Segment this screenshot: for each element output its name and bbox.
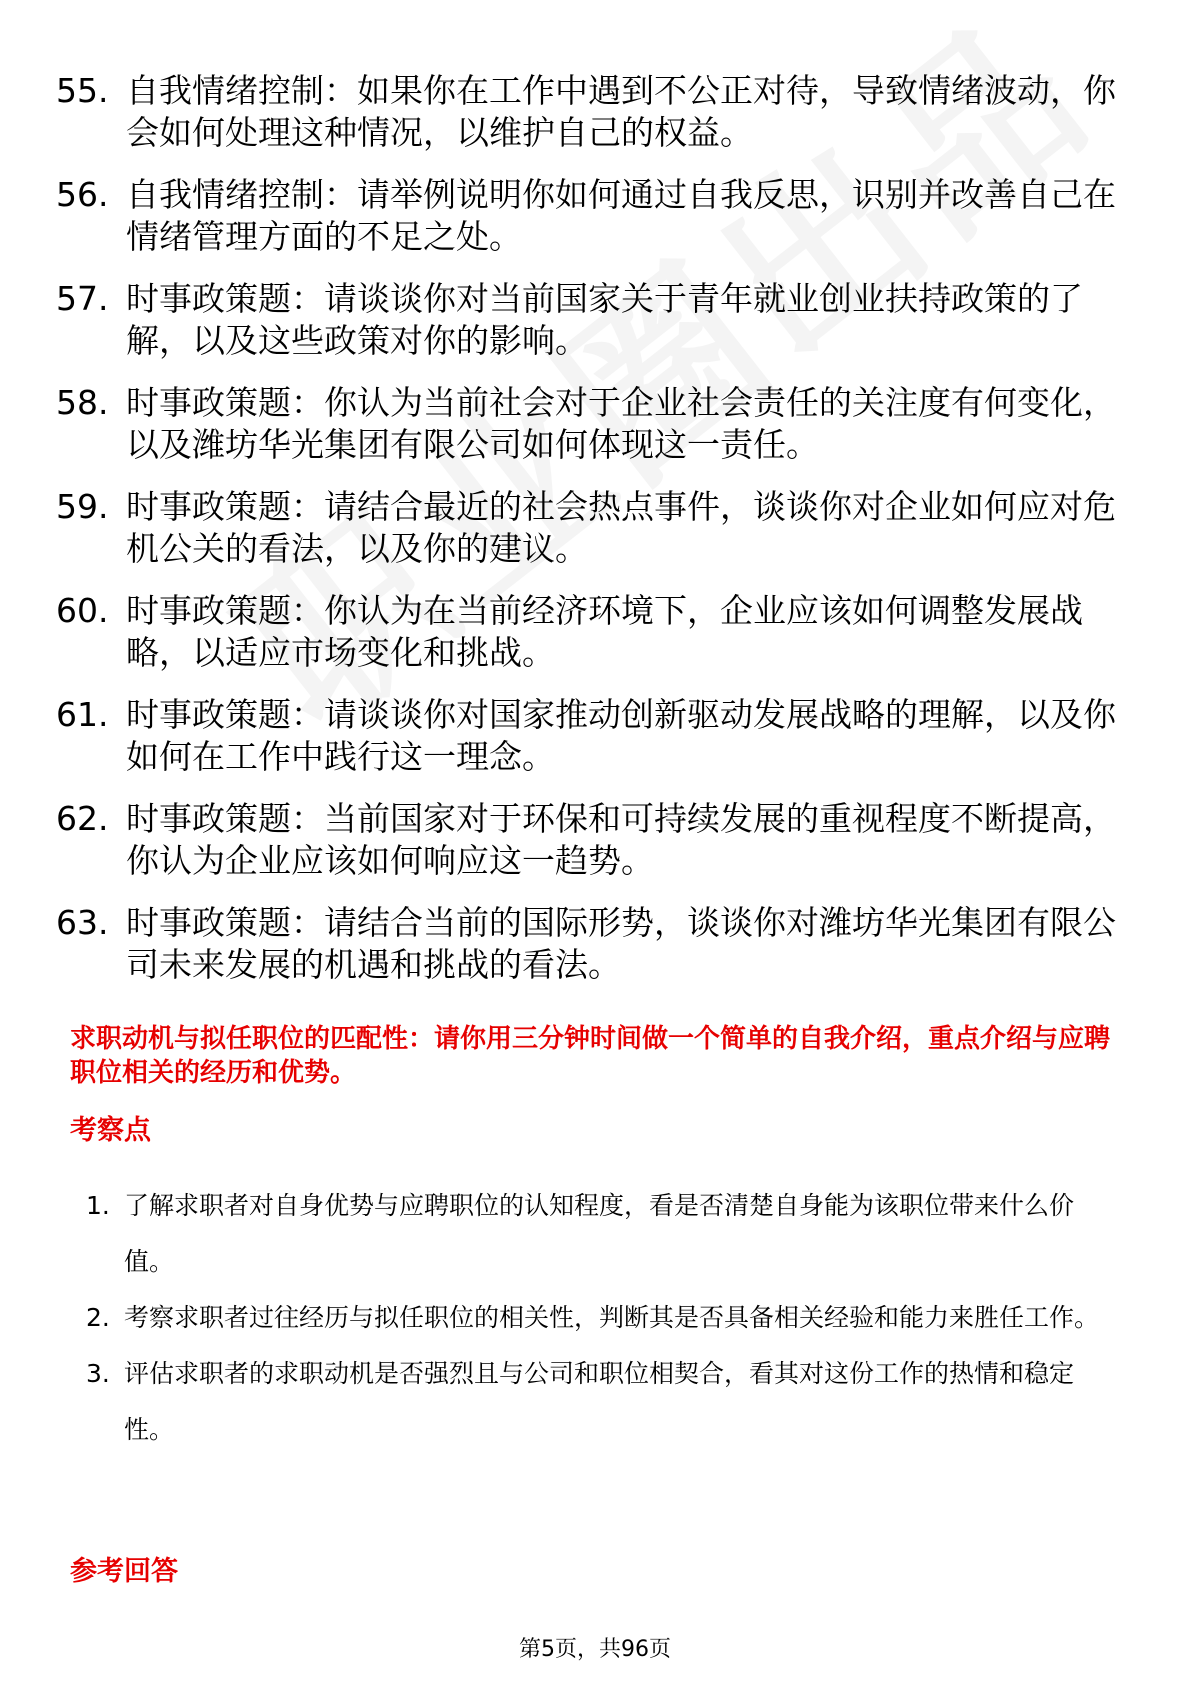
point-number: 2. (86, 1303, 110, 1332)
list-item (56, 798, 1116, 882)
list-item (56, 486, 1116, 570)
question-text: 自我情绪控制：请举例说明你如何通过自我反思，识别并改善自己在情绪管理方面的不足之处。 (126, 175, 1116, 256)
list-item (56, 694, 1116, 778)
list-item (86, 1178, 1116, 1290)
question-text: 时事政策题：请结合最近的社会热点事件，谈谈你对企业如何应对危机公关的看法，以及你的建议。 (126, 487, 1116, 568)
point-text: 了解求职者对自身优势与应聘职位的认知程度，看是否清楚自身能为该职位带来什么价值。 (124, 1191, 1075, 1276)
question-number: 63. (56, 903, 109, 942)
kaocha-label: 考察点 (70, 1115, 151, 1146)
question-text: 时事政策题：请结合当前的国际形势，谈谈你对潍坊华光集团有限公司未来发展的机遇和挑战的看法。 (126, 903, 1116, 984)
question-number: 56. (56, 175, 109, 214)
point-text: 评估求职者的求职动机是否强烈且与公司和职位相契合，看其对这份工作的热情和稳定性。 (124, 1359, 1075, 1444)
list-item (56, 590, 1116, 674)
question-text: 时事政策题：请谈谈你对国家推动创新驱动发展战略的理解，以及你如何在工作中践行这一理念。 (126, 695, 1116, 776)
question-text: 时事政策题：你认为当前社会对于企业社会责任的关注度有何变化，以及潍坊华光集团有限公司如何体现这一责任。 (126, 383, 1116, 464)
question-number: 59. (56, 487, 109, 526)
question-number: 60. (56, 591, 109, 630)
points-list (86, 1178, 1116, 1458)
question-number: 61. (56, 695, 109, 734)
question-text: 自我情绪控制：如果你在工作中遇到不公正对待，导致情绪波动，你会如何处理这种情况，以维护自己的权益。 (126, 71, 1116, 152)
question-number: 55. (56, 71, 109, 110)
point-number: 1. (86, 1191, 110, 1220)
question-text: 时事政策题：请谈谈你对当前国家关于青年就业创业扶持政策的了解，以及这些政策对你的影响。 (126, 279, 1083, 360)
question-list (56, 70, 1116, 1006)
question-number: 58. (56, 383, 109, 422)
page-footer: 第5页，共96页 (519, 1637, 671, 1662)
question-number: 62. (56, 799, 109, 838)
question-text: 时事政策题：你认为在当前经济环境下，企业应该如何调整发展战略，以适应市场变化和挑战。 (126, 591, 1083, 672)
list-item (56, 70, 1116, 154)
point-number: 3. (86, 1359, 110, 1388)
list-item (56, 902, 1116, 986)
question-text: 时事政策题：当前国家对于环保和可持续发展的重视程度不断提高，你认为企业应该如何响应这一趋势。 (126, 799, 1116, 880)
list-item (56, 278, 1116, 362)
point-text: 考察求职者过往经历与拟任职位的相关性，判断其是否具备相关经验和能力来胜任工作。 (124, 1303, 1100, 1332)
section-heading: 求职动机与拟任职位的匹配性：请你用三分钟时间做一个简单的自我介绍，重点介绍与应聘职位相关的经历和优势。 (70, 1024, 1111, 1088)
answer-label: 参考回答 (70, 1556, 178, 1587)
list-item (56, 382, 1116, 466)
list-item (86, 1346, 1116, 1458)
list-item (86, 1290, 1116, 1346)
list-item (56, 174, 1116, 258)
question-number: 57. (56, 279, 109, 318)
